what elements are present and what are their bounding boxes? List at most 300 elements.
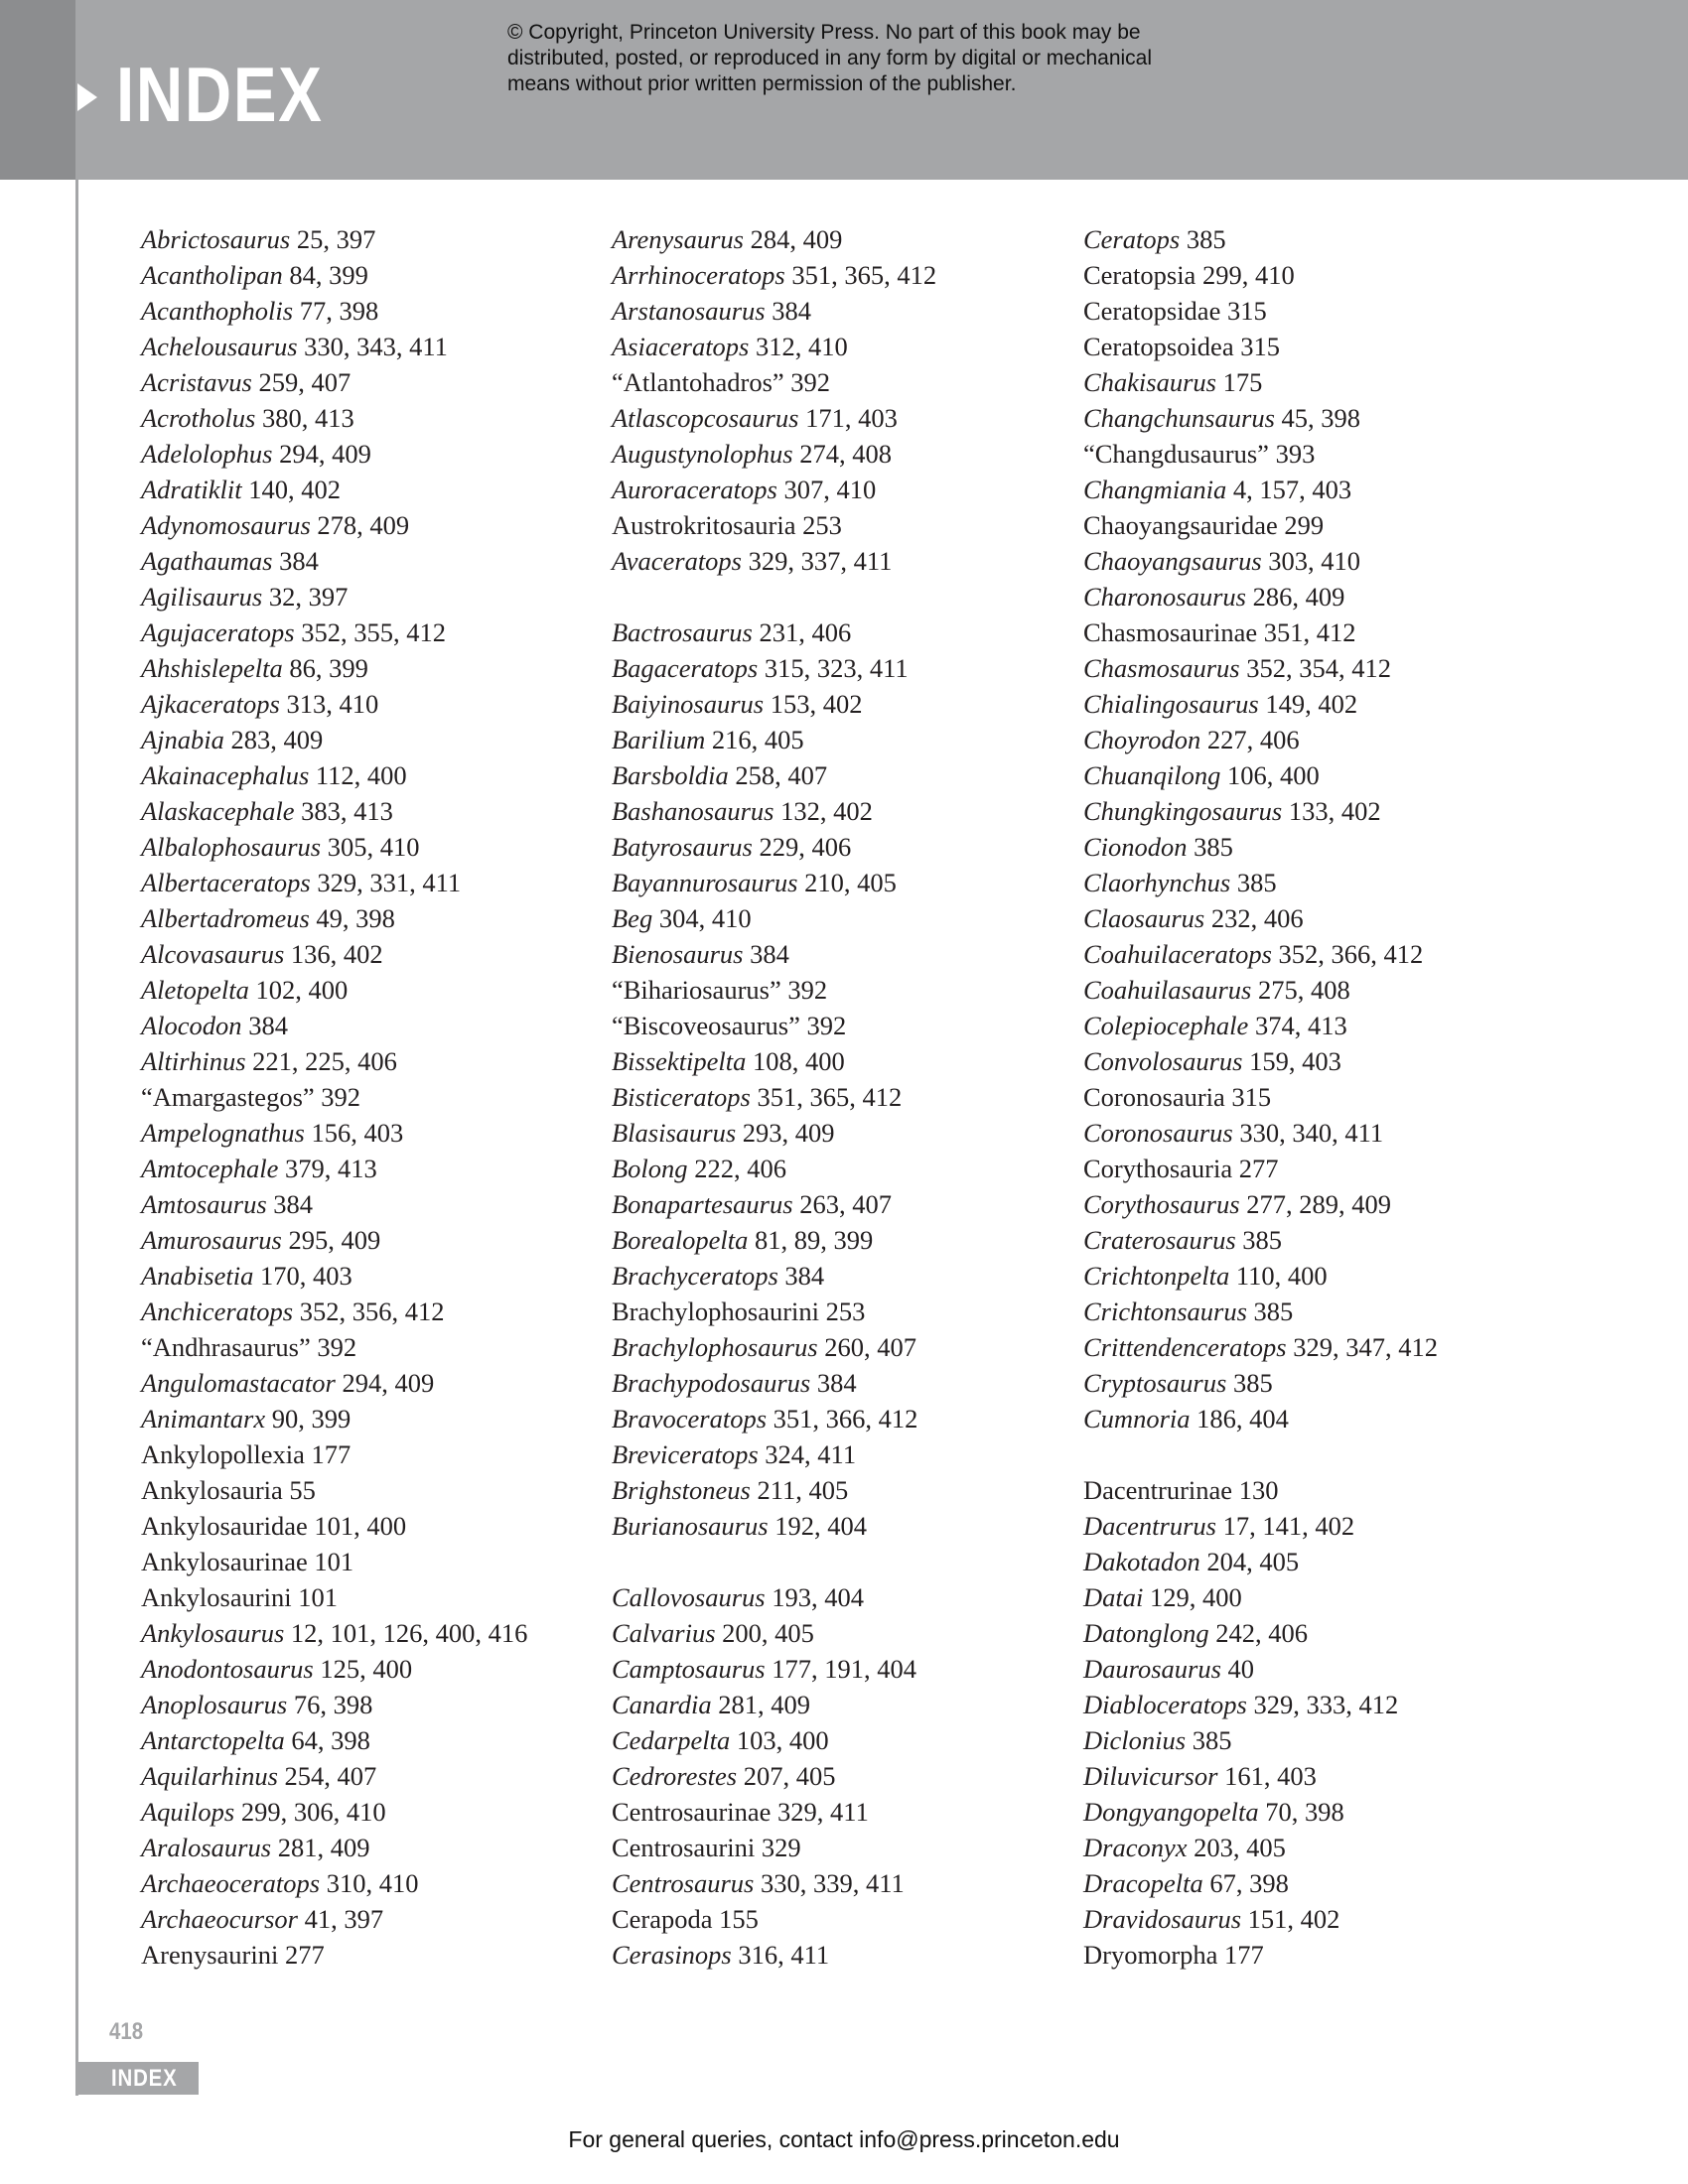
index-page-refs: 384 bbox=[777, 1261, 825, 1291]
index-page-refs: 316, 411 bbox=[731, 1940, 830, 1970]
index-term: Brachyceratops bbox=[612, 1261, 778, 1291]
index-term: “Bihariosaurus” bbox=[612, 975, 781, 1005]
index-entry bbox=[612, 793, 1068, 829]
index-term: Chuanqilong bbox=[1083, 760, 1221, 790]
index-entry bbox=[1083, 936, 1540, 972]
index-term: Animantarx bbox=[141, 1404, 266, 1433]
index-term: Centrosaurus bbox=[612, 1868, 755, 1898]
index-entry bbox=[141, 1579, 598, 1615]
index-entry bbox=[1083, 1186, 1540, 1222]
index-term: Choyrodon bbox=[1083, 725, 1201, 754]
index-entry bbox=[141, 936, 598, 972]
index-entry bbox=[141, 293, 598, 329]
index-term: Crittendenceratops bbox=[1083, 1332, 1287, 1362]
index-entry bbox=[1083, 400, 1540, 436]
index-page-refs: 12, 101, 126, 400, 416 bbox=[284, 1618, 528, 1648]
index-term: Dacentrurus bbox=[1083, 1511, 1216, 1541]
index-term: Albalophosaurus bbox=[141, 832, 322, 862]
index-entry bbox=[1083, 1401, 1540, 1436]
index-entry bbox=[141, 1508, 598, 1544]
index-entry bbox=[1083, 507, 1540, 543]
index-term: Amurosaurus bbox=[141, 1225, 282, 1255]
index-page-refs: 392 bbox=[780, 975, 828, 1005]
index-page-refs: 310, 410 bbox=[320, 1868, 419, 1898]
copyright-line: © Copyright, Princeton University Press. No part of this book may be bbox=[507, 21, 1141, 44]
index-term: Coahuilaceratops bbox=[1083, 939, 1272, 969]
index-page-refs: 130 bbox=[1232, 1475, 1279, 1505]
index-term: Asiaceratops bbox=[612, 332, 750, 361]
index-entry bbox=[141, 1865, 598, 1901]
index-entry bbox=[1083, 1901, 1540, 1937]
index-term: Austrokritosauria bbox=[612, 510, 796, 540]
index-term: Convolosaurus bbox=[1083, 1046, 1243, 1076]
copyright-notice bbox=[507, 20, 1302, 97]
index-term: Crichtonsaurus bbox=[1083, 1297, 1247, 1326]
index-page-refs: 330, 339, 411 bbox=[754, 1868, 905, 1898]
index-page-refs: 393 bbox=[1268, 439, 1316, 469]
index-entry bbox=[612, 329, 1068, 364]
index-page-refs: 275, 408 bbox=[1251, 975, 1350, 1005]
index-entry bbox=[1083, 579, 1540, 614]
index-page-refs: 299, 306, 410 bbox=[234, 1797, 386, 1827]
index-page-refs: 155 bbox=[712, 1904, 759, 1934]
index-entry bbox=[141, 364, 598, 400]
index-term: “Changdusaurus” bbox=[1083, 439, 1269, 469]
index-page-refs: 392 bbox=[783, 367, 831, 397]
index-page-refs: 77, 398 bbox=[293, 296, 379, 326]
index-entry bbox=[612, 900, 1068, 936]
index-entry bbox=[1083, 650, 1540, 686]
index-term: “Andhrasaurus” bbox=[141, 1332, 311, 1362]
page-title: INDEX bbox=[116, 51, 324, 138]
index-page-refs: 40 bbox=[1220, 1654, 1255, 1684]
index-page-refs: 281, 409 bbox=[711, 1690, 810, 1719]
footer-section-label: INDEX bbox=[111, 2065, 178, 2092]
index-entry bbox=[1083, 293, 1540, 329]
index-page-refs: 351, 412 bbox=[1257, 617, 1356, 647]
index-page-refs: 263, 407 bbox=[792, 1189, 892, 1219]
index-term: Ajkaceratops bbox=[141, 689, 280, 719]
index-entry bbox=[1083, 757, 1540, 793]
index-entry bbox=[1083, 329, 1540, 364]
index-term: Dakotadon bbox=[1083, 1547, 1200, 1576]
index-term: Angulomastacator bbox=[141, 1368, 336, 1398]
index-page-refs: 351, 365, 412 bbox=[784, 260, 937, 290]
index-term: Daurosaurus bbox=[1083, 1654, 1221, 1684]
index-term: Chakisaurus bbox=[1083, 367, 1216, 397]
index-page-refs: 380, 413 bbox=[255, 403, 354, 433]
index-entry bbox=[1083, 1294, 1540, 1329]
index-entry bbox=[141, 1722, 598, 1758]
index-term: Ceratopsidae bbox=[1083, 296, 1221, 326]
index-page-refs: 329, 337, 411 bbox=[742, 546, 893, 576]
index-page-refs: 329, 333, 412 bbox=[1246, 1690, 1399, 1719]
index-term: Chaoyangsaurus bbox=[1083, 546, 1262, 576]
index-term: Bolong bbox=[612, 1154, 688, 1183]
index-entry bbox=[612, 1901, 1068, 1937]
index-term: Adynomosaurus bbox=[141, 510, 311, 540]
index-entry bbox=[141, 972, 598, 1008]
index-entry bbox=[1083, 1008, 1540, 1043]
index-term: Claosaurus bbox=[1083, 903, 1205, 933]
index-entry bbox=[141, 436, 598, 472]
index-page-refs: 101, 400 bbox=[307, 1511, 407, 1541]
index-page-refs: 132, 402 bbox=[774, 796, 873, 826]
index-page-refs: 352, 356, 412 bbox=[293, 1297, 445, 1326]
index-page-refs: 385 bbox=[1246, 1297, 1294, 1326]
index-term: Ankylosaurinae bbox=[141, 1547, 308, 1576]
index-page-refs: 392 bbox=[314, 1082, 361, 1112]
index-page-refs: 204, 405 bbox=[1199, 1547, 1300, 1576]
index-term: Albertaceratops bbox=[141, 868, 311, 897]
index-entry bbox=[141, 1186, 598, 1222]
index-page-refs: 211, 405 bbox=[750, 1475, 849, 1505]
index-term: Cionodon bbox=[1083, 832, 1188, 862]
index-term: Brachylophosaurini bbox=[612, 1297, 820, 1326]
index-page-refs: 221, 225, 406 bbox=[245, 1046, 397, 1076]
index-entry bbox=[612, 1865, 1068, 1901]
index-page-refs: 84, 399 bbox=[282, 260, 368, 290]
index-term: Amtosaurus bbox=[141, 1189, 267, 1219]
index-entry bbox=[612, 1222, 1068, 1258]
index-entry bbox=[1083, 436, 1540, 472]
index-page-refs: 170, 403 bbox=[253, 1261, 352, 1291]
index-entry bbox=[141, 686, 598, 722]
index-term: Centrosaurinae bbox=[612, 1797, 772, 1827]
index-entry bbox=[612, 436, 1068, 472]
index-entry bbox=[1083, 722, 1540, 757]
index-page-refs: 303, 410 bbox=[1261, 546, 1361, 576]
index-term: “Amargastegos” bbox=[141, 1082, 315, 1112]
index-page-refs: 203, 405 bbox=[1187, 1833, 1286, 1862]
index-page-refs: 315 bbox=[1220, 296, 1267, 326]
index-entry bbox=[141, 1901, 598, 1937]
index-term: Abrictosaurus bbox=[141, 224, 291, 254]
index-page-refs: 253 bbox=[819, 1297, 866, 1326]
index-term: Archaeocursor bbox=[141, 1904, 298, 1934]
index-term: Ankylosauridae bbox=[141, 1511, 308, 1541]
index-term: Coahuilasaurus bbox=[1083, 975, 1252, 1005]
index-page-refs: 161, 403 bbox=[1217, 1761, 1317, 1791]
index-term: Bashanosaurus bbox=[612, 796, 774, 826]
index-entry bbox=[141, 1436, 598, 1472]
index-page-refs: 55 bbox=[282, 1475, 316, 1505]
index-term: Crichtonpelta bbox=[1083, 1261, 1230, 1291]
index-entry bbox=[612, 364, 1068, 400]
index-entry bbox=[612, 1830, 1068, 1865]
index-entry bbox=[612, 1687, 1068, 1722]
index-page-refs: 384 bbox=[765, 296, 811, 326]
index-entry bbox=[612, 1436, 1068, 1472]
index-page-refs: 25, 397 bbox=[290, 224, 376, 254]
index-term: Diluvicursor bbox=[1083, 1761, 1218, 1791]
index-page-refs: 86, 399 bbox=[282, 653, 368, 683]
index-term: Bactrosaurus bbox=[612, 617, 753, 647]
index-entry bbox=[1083, 543, 1540, 579]
header-bar bbox=[0, 0, 1688, 180]
index-term: Anchiceratops bbox=[141, 1297, 294, 1326]
index-entry bbox=[141, 257, 598, 293]
index-term: Brighstoneus bbox=[612, 1475, 751, 1505]
index-page-refs: 101 bbox=[291, 1582, 338, 1612]
index-page-refs: 67, 398 bbox=[1202, 1868, 1289, 1898]
index-entry bbox=[141, 1830, 598, 1865]
index-entry bbox=[1083, 1794, 1540, 1830]
index-entry bbox=[141, 472, 598, 507]
index-entry bbox=[141, 757, 598, 793]
index-page-refs: 41, 397 bbox=[298, 1904, 384, 1934]
index-entry bbox=[1083, 364, 1540, 400]
index-page-refs: 108, 400 bbox=[746, 1046, 845, 1076]
index-term: Altirhinus bbox=[141, 1046, 246, 1076]
index-term: Akainacephalus bbox=[141, 760, 310, 790]
index-entry bbox=[612, 1329, 1068, 1365]
index-page-refs: 159, 403 bbox=[1242, 1046, 1341, 1076]
index-term: Blasisaurus bbox=[612, 1118, 737, 1148]
index-entry bbox=[1083, 1937, 1540, 1973]
index-entry bbox=[612, 1258, 1068, 1294]
copyright-line: distributed, posted, or reproduced in any form by digital or mechanical bbox=[507, 47, 1153, 69]
index-term: Acristavus bbox=[141, 367, 252, 397]
arrow-icon bbox=[77, 83, 97, 111]
index-entry bbox=[612, 221, 1068, 257]
index-page-refs: 330, 343, 411 bbox=[297, 332, 448, 361]
index-page-refs: 384 bbox=[272, 546, 319, 576]
index-term: Cryptosaurus bbox=[1083, 1368, 1227, 1398]
index-page-refs: 385 bbox=[1186, 1725, 1232, 1755]
index-page-refs: 315, 323, 411 bbox=[758, 653, 909, 683]
index-page-refs: 90, 399 bbox=[265, 1404, 352, 1433]
index-entry bbox=[612, 1722, 1068, 1758]
index-page-refs: 177, 191, 404 bbox=[765, 1654, 916, 1684]
index-term: Chasmosaurinae bbox=[1083, 617, 1258, 647]
index-entry bbox=[612, 1937, 1068, 1973]
index-entry bbox=[612, 400, 1068, 436]
index-entry bbox=[141, 1008, 598, 1043]
index-term: Anodontosaurus bbox=[141, 1654, 314, 1684]
index-page-refs: 324, 411 bbox=[758, 1439, 857, 1469]
index-term: Claorhynchus bbox=[1083, 868, 1231, 897]
index-page-refs: 312, 410 bbox=[749, 332, 848, 361]
index-column-3 bbox=[1083, 221, 1540, 1973]
index-term: Acrotholus bbox=[141, 403, 256, 433]
index-page-refs: 384 bbox=[266, 1189, 314, 1219]
index-term: “Atlantohadros” bbox=[612, 367, 784, 397]
index-page-refs: 329, 347, 412 bbox=[1286, 1332, 1438, 1362]
index-entry bbox=[141, 1294, 598, 1329]
index-term: Barsboldia bbox=[612, 760, 729, 790]
index-page-refs: 200, 405 bbox=[715, 1618, 814, 1648]
index-page-refs: 379, 413 bbox=[278, 1154, 377, 1183]
index-term: Aralosaurus bbox=[141, 1833, 272, 1862]
index-term: Agujaceratops bbox=[141, 617, 295, 647]
index-page-refs: 76, 398 bbox=[287, 1690, 373, 1719]
index-term: Amtocephale bbox=[141, 1154, 279, 1183]
index-entry bbox=[612, 507, 1068, 543]
index-page-refs: 278, 409 bbox=[310, 510, 410, 540]
index-entry bbox=[1083, 686, 1540, 722]
index-term: Auroraceratops bbox=[612, 475, 777, 504]
index-page-refs: 153, 402 bbox=[764, 689, 863, 719]
index-page-refs: 392 bbox=[310, 1332, 357, 1362]
index-entry bbox=[141, 1079, 598, 1115]
index-term: Beg bbox=[612, 903, 653, 933]
index-entry bbox=[612, 650, 1068, 686]
index-entry bbox=[141, 1115, 598, 1151]
index-page-refs: 232, 406 bbox=[1204, 903, 1304, 933]
index-page-refs: 64, 398 bbox=[284, 1725, 370, 1755]
footer-section-tab bbox=[75, 2062, 199, 2095]
index-page-refs: 384 bbox=[810, 1368, 857, 1398]
index-entry bbox=[612, 865, 1068, 900]
index-term: Dracopelta bbox=[1083, 1868, 1203, 1898]
index-page-refs: 385 bbox=[1230, 868, 1277, 897]
index-term: Diabloceratops bbox=[1083, 1690, 1247, 1719]
index-page-refs: 295, 409 bbox=[281, 1225, 381, 1255]
index-term: Ceratops bbox=[1083, 224, 1181, 254]
index-entry bbox=[141, 793, 598, 829]
index-term: Aquilops bbox=[141, 1797, 235, 1827]
index-entry bbox=[612, 1151, 1068, 1186]
index-page-refs: 385 bbox=[1180, 224, 1226, 254]
index-entry bbox=[612, 829, 1068, 865]
index-page-refs: 283, 409 bbox=[223, 725, 324, 754]
index-entry bbox=[1083, 1258, 1540, 1294]
index-entry bbox=[1083, 1687, 1540, 1722]
index-term: Aquilarhinus bbox=[141, 1761, 278, 1791]
index-term: Bagaceratops bbox=[612, 653, 759, 683]
index-page-refs: 110, 400 bbox=[1229, 1261, 1328, 1291]
index-entry bbox=[1083, 900, 1540, 936]
index-entry bbox=[141, 829, 598, 865]
index-entry bbox=[1083, 1329, 1540, 1365]
index-page-refs: 17, 141, 402 bbox=[1215, 1511, 1355, 1541]
index-page-refs: 315 bbox=[1233, 332, 1280, 361]
index-entry bbox=[612, 543, 1068, 579]
index-entry bbox=[612, 1186, 1068, 1222]
index-entry bbox=[141, 1401, 598, 1436]
index-entry bbox=[612, 1794, 1068, 1830]
index-entry bbox=[1083, 793, 1540, 829]
index-page-refs: 284, 409 bbox=[743, 224, 843, 254]
index-entry bbox=[141, 507, 598, 543]
index-entry bbox=[141, 329, 598, 364]
index-entry bbox=[1083, 1115, 1540, 1151]
index-page-refs: 136, 402 bbox=[284, 939, 383, 969]
index-entry bbox=[141, 1472, 598, 1508]
index-term: Augustynolophus bbox=[612, 439, 793, 469]
index-page-refs: 383, 413 bbox=[294, 796, 393, 826]
index-term: Cedrorestes bbox=[612, 1761, 738, 1791]
index-term: Arrhinoceratops bbox=[612, 260, 785, 290]
index-entry bbox=[612, 1508, 1068, 1544]
index-entry bbox=[612, 1401, 1068, 1436]
index-entry bbox=[612, 1472, 1068, 1508]
index-term: Batyrosaurus bbox=[612, 832, 753, 862]
index-page-refs: 140, 402 bbox=[241, 475, 341, 504]
index-term: Calvarius bbox=[612, 1618, 716, 1648]
index-entry bbox=[1083, 1222, 1540, 1258]
index-entry bbox=[612, 936, 1068, 972]
index-term: Corythosauria bbox=[1083, 1154, 1233, 1183]
index-term: Anoplosaurus bbox=[141, 1690, 288, 1719]
index-page-refs: 70, 398 bbox=[1258, 1797, 1344, 1827]
index-page-refs: 106, 400 bbox=[1220, 760, 1320, 790]
index-page-refs: 156, 403 bbox=[304, 1118, 404, 1148]
index-page-refs: 330, 340, 411 bbox=[1232, 1118, 1384, 1148]
index-term: Anabisetia bbox=[141, 1261, 254, 1291]
index-page-refs: 222, 406 bbox=[687, 1154, 786, 1183]
index-term: Datonglong bbox=[1083, 1618, 1209, 1648]
index-entry bbox=[612, 1043, 1068, 1079]
index-page-refs: 374, 413 bbox=[1248, 1011, 1347, 1040]
index-entry bbox=[612, 1579, 1068, 1615]
index-entry bbox=[1083, 472, 1540, 507]
index-entry bbox=[612, 472, 1068, 507]
index-entry bbox=[1083, 1651, 1540, 1687]
index-entry bbox=[1083, 1472, 1540, 1508]
index-term: Albertadromeus bbox=[141, 903, 310, 933]
index-column-2 bbox=[612, 221, 1068, 1973]
index-term: Archaeoceratops bbox=[141, 1868, 321, 1898]
index-entry bbox=[141, 900, 598, 936]
index-entry bbox=[612, 686, 1068, 722]
index-term: Ajnabia bbox=[141, 725, 224, 754]
index-entry bbox=[612, 1008, 1068, 1043]
index-entry bbox=[1083, 1830, 1540, 1865]
index-term: Ankylosaurini bbox=[141, 1582, 292, 1612]
index-column-1 bbox=[141, 221, 598, 1973]
index-entry bbox=[1083, 614, 1540, 650]
index-entry bbox=[141, 614, 598, 650]
index-term: Bayannurosaurus bbox=[612, 868, 798, 897]
index-term: Bienosaurus bbox=[612, 939, 744, 969]
index-page-refs: 293, 409 bbox=[736, 1118, 835, 1148]
index-page-refs: 304, 410 bbox=[652, 903, 752, 933]
index-entry bbox=[1083, 1615, 1540, 1651]
index-term: Bravoceratops bbox=[612, 1404, 768, 1433]
index-page-refs: 385 bbox=[1187, 832, 1233, 862]
index-entry bbox=[141, 1151, 598, 1186]
index-term: Aletopelta bbox=[141, 975, 249, 1005]
index-term: Alaskacephale bbox=[141, 796, 295, 826]
index-term: Datai bbox=[1083, 1582, 1144, 1612]
index-entry bbox=[1083, 1722, 1540, 1758]
index-page-refs: 351, 366, 412 bbox=[767, 1404, 918, 1433]
index-page-refs: 101 bbox=[307, 1547, 354, 1576]
index-page-refs: 102, 400 bbox=[248, 975, 349, 1005]
index-entry bbox=[612, 972, 1068, 1008]
index-page-refs: 260, 407 bbox=[817, 1332, 916, 1362]
index-entry bbox=[1083, 257, 1540, 293]
index-page-refs: 352, 355, 412 bbox=[294, 617, 446, 647]
index-term: Arstanosaurus bbox=[612, 296, 766, 326]
index-term: Acanthopholis bbox=[141, 296, 294, 326]
index-entry bbox=[612, 1079, 1068, 1115]
index-page-refs: 193, 404 bbox=[765, 1582, 864, 1612]
index-entry bbox=[141, 1222, 598, 1258]
index-term: Ampelognathus bbox=[141, 1118, 305, 1148]
index-entry bbox=[141, 1329, 598, 1365]
index-term: Centrosaurini bbox=[612, 1833, 756, 1862]
left-margin-rule bbox=[75, 180, 78, 2096]
index-page-refs: 329, 331, 411 bbox=[310, 868, 462, 897]
index-page-refs: 259, 407 bbox=[251, 367, 352, 397]
index-page-refs: 171, 403 bbox=[798, 403, 898, 433]
index-entry bbox=[612, 1365, 1068, 1401]
index-page-refs: 49, 398 bbox=[309, 903, 395, 933]
page-number: 418 bbox=[109, 2018, 144, 2045]
